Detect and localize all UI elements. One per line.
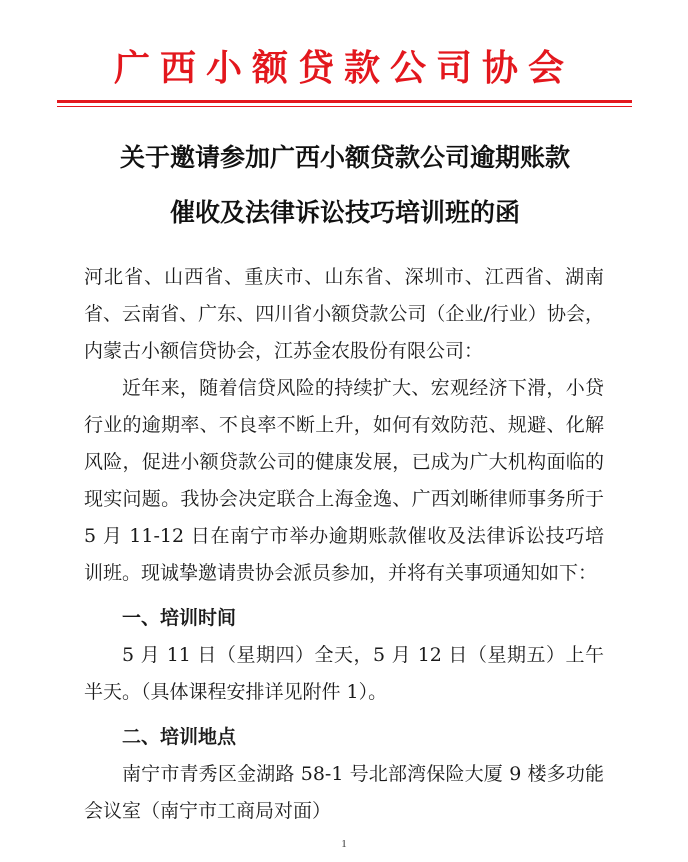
letterhead-rule-thick <box>57 100 632 103</box>
page-number: 1 <box>341 838 347 850</box>
section-1-heading: 一、培训时间 <box>122 607 237 629</box>
salutation: 河北省、山西省、重庆市、山东省、深圳市、江西省、湖南省、云南省、广东、四川省小额贷款公司（企业/行业）协会，内蒙古小额信贷协会，江苏金农股份有限公司： <box>84 266 604 362</box>
letter-body <box>84 259 604 830</box>
section-2-heading: 二、培训地点 <box>122 726 237 748</box>
document-title-line-1: 关于邀请参加广西小额贷款公司逾期账款 <box>119 143 570 172</box>
letterhead-rule-thin <box>57 106 632 107</box>
document-title-line-2: 催收及法律诉讼技巧培训班的函 <box>169 198 520 227</box>
letterhead-org-name: 广西小额贷款公司协会 <box>113 47 574 89</box>
intro-paragraph: 近年来，随着信贷风险的持续扩大、宏观经济下滑，小贷行业的逾期率、不良率不断上升，如何有效防范、规避、化解风险，促进小额贷款公司的健康发展，已成为广大机构面临的现实问题。我协会决定联合上海金逸、广西刘晰律师事务所于 5 月 11-12 日在南宁市举办逾期账款催收及法律诉讼技巧培训班。现诚挚邀请贵协会派员参加，并将有关事项通知如下： <box>84 377 604 584</box>
section-2-text: 南宁市青秀区金湖路 58-1 号北部湾保险大厦 9 楼多功能会议室（南宁市工商局对面） <box>84 763 604 822</box>
section-1-text: 5 月 11 日（星期四）全天，5 月 12 日（星期五）上午半天。（具体课程安排详见附件 1）。 <box>84 644 604 703</box>
